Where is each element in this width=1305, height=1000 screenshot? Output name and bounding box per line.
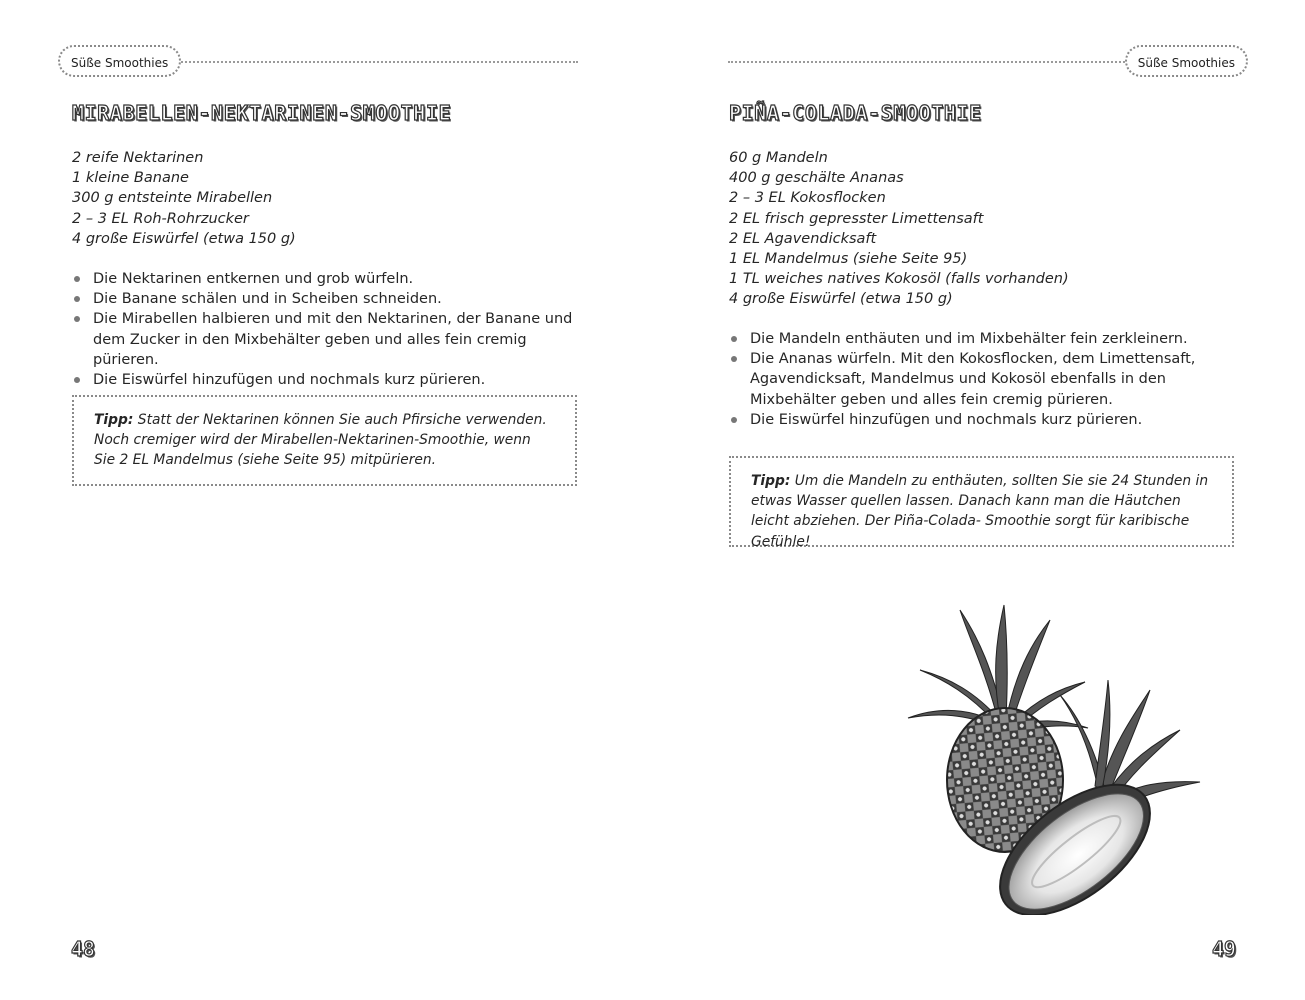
ingredient-item: 2 – 3 EL Kokosflocken xyxy=(729,190,886,207)
ingredient-item: 2 – 3 EL Roh-Rohrzucker xyxy=(72,210,249,227)
step-text: Die Eiswürfel hinzufügen und nochmals kurz pürieren. xyxy=(750,411,1143,428)
tip-label: Tipp: xyxy=(751,473,791,489)
ingredient-item: 4 große Eiswürfel (etwa 150 g) xyxy=(729,291,953,308)
ingredient-item: 2 EL frisch gepresster Limettensaft xyxy=(729,210,984,227)
section-label: Süße Smoothies xyxy=(1125,45,1248,77)
ingredient-item: 60 g Mandeln xyxy=(729,150,828,166)
recipe-title: PIÑA-COLADA-SMOOTHIE xyxy=(729,101,982,125)
step-item xyxy=(72,309,577,370)
tip-label: Tipp: xyxy=(94,412,134,428)
ingredient-item: 400 g geschälte Ananas xyxy=(729,170,904,187)
step-item xyxy=(729,410,1234,430)
step-text: Die Banane schälen und in Scheiben schneiden. xyxy=(93,291,442,308)
header-dotted-rule xyxy=(728,61,1132,63)
page-number: 49 xyxy=(1212,937,1237,961)
running-header xyxy=(58,45,578,79)
step-text: Die Ananas würfeln. Mit den Kokosflocken, dem Limettensaft, Agavendicksaft, Mandelmus und Kokosöl ebenfalls in den Mixbehälter geben und alles fein cremig pürieren. xyxy=(750,351,1196,408)
step-text: Die Mandeln enthäuten und im Mixbehälter fein zerkleinern. xyxy=(750,331,1188,347)
tip-text: Statt der Nektarinen können Sie auch Pfirsiche verwenden. Noch cremiger wird der Mirabellen-Nektarinen-Smoothie, wenn Sie 2 EL Mandelmus (siehe Seite 95) mitpürieren. xyxy=(94,412,547,469)
tip-box xyxy=(72,395,577,486)
step-list xyxy=(729,329,1234,430)
section-label: Süße Smoothies xyxy=(58,45,181,77)
step-item xyxy=(729,329,1234,349)
step-item xyxy=(729,349,1234,410)
step-item xyxy=(72,370,577,390)
right-page xyxy=(652,0,1304,1000)
ingredient-item: 1 kleine Banane xyxy=(72,170,189,187)
page-number: 48 xyxy=(71,937,96,961)
ingredient-list xyxy=(729,148,1069,310)
step-item xyxy=(72,269,577,289)
ingredient-item: 2 reife Nektarinen xyxy=(72,150,204,166)
ingredient-item: 300 g entsteinte Mirabellen xyxy=(72,190,273,207)
tip-text: Um die Mandeln zu enthäuten, sollten Sie sie 24 Stunden in etwas Wasser quellen lassen. Danach kann man die Häutchen leicht abziehen. Der Piña-Colada- Smoothie sorgt für karibische Gefühle! xyxy=(751,473,1209,550)
step-text: Die Mirabellen halbieren und mit den Nektarinen, der Banane und dem Zucker in den Mixbehälter geben und alles fein cremig pürieren. xyxy=(93,311,573,368)
bullet-icon xyxy=(74,377,80,383)
header-dotted-rule xyxy=(170,61,578,63)
bullet-icon xyxy=(74,296,80,302)
ingredient-item: 1 TL weiches natives Kokosöl (falls vorhanden) xyxy=(729,271,1069,288)
recipe-title: MIRABELLEN-NEKTARINEN-SMOOTHIE xyxy=(72,101,452,125)
ingredient-item: 4 große Eiswürfel (etwa 150 g) xyxy=(72,230,296,247)
running-header xyxy=(728,45,1248,79)
bullet-icon xyxy=(74,316,80,322)
ingredient-item: 1 EL Mandelmus (siehe Seite 95) xyxy=(729,251,968,268)
step-text: Die Eiswürfel hinzufügen und nochmals kurz pürieren. xyxy=(93,372,486,389)
ingredient-list xyxy=(72,148,296,249)
bullet-icon xyxy=(74,276,80,282)
bullet-icon xyxy=(731,417,737,423)
step-item xyxy=(72,289,577,309)
ingredient-item: 2 EL Agavendicksaft xyxy=(729,230,877,247)
tip-box xyxy=(729,456,1234,550)
step-list xyxy=(72,269,577,390)
bullet-icon xyxy=(731,356,737,362)
pineapple-illustration xyxy=(900,600,1210,915)
step-text: Die Nektarinen entkernen und grob würfeln. xyxy=(93,271,414,287)
bullet-icon xyxy=(731,336,737,342)
left-page xyxy=(0,0,652,1000)
